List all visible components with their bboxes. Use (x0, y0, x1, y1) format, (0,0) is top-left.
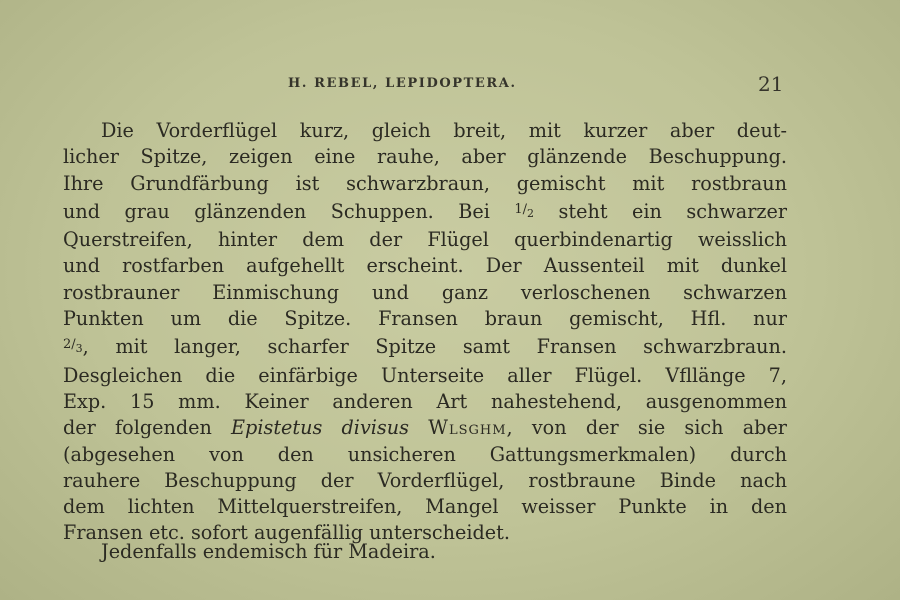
text-line (63, 197, 787, 227)
fraction-numerator: 1 (514, 201, 523, 217)
text-line: und rostfarben aufgehellt erscheint. Der Aussenteil mit dunkel (63, 254, 787, 278)
text-line: (abgesehen von den unsicheren Gattungsmerkmalen) durch (63, 442, 787, 466)
fraction: 2/3 (63, 337, 83, 356)
text-line: Desgleichen die einfärbige Unterseite aller Flügel. Vfllänge 7, (63, 363, 787, 387)
fraction-numerator: 2 (63, 337, 72, 353)
fraction-denominator: 2 (527, 206, 535, 220)
text-line: Die Vorderflügel kurz, gleich breit, mit kurzer aber deut- (101, 119, 787, 142)
running-head (0, 72, 900, 96)
text-line: Fransen etc. sofort augenfällig unterscheidet. (63, 521, 510, 545)
text-line: Punkten um die Spitze. Fransen braun gemischt, Hfl. nur (63, 307, 787, 331)
author-name: Wlsghm (428, 416, 507, 440)
text-line (63, 332, 787, 362)
text-segment: der folgenden (63, 416, 232, 440)
species-name: Epistetus divisus (231, 416, 409, 440)
text-line: rostbrauner Einmischung und ganz verloschenen schwarzen (63, 280, 787, 304)
closing-line: Jedenfalls endemisch für Madeira. (101, 540, 436, 563)
text-segment: , von der sie sich aber (506, 416, 787, 440)
fraction-denominator: 3 (75, 342, 83, 356)
text-line: dem lichten Mittelquerstreifen, Mangel weisser Punkte in den (63, 495, 787, 519)
text-line (63, 415, 787, 441)
species-description-paragraph (63, 118, 787, 547)
fraction: 1/2 (514, 201, 535, 220)
running-head-title: H. REBEL, LEPIDOPTERA. (288, 76, 517, 91)
text-segment: steht ein schwarzer (534, 199, 787, 223)
text-line: Querstreifen, hinter dem der Flügel querbindenartig weisslich (63, 228, 787, 252)
text-line: rauhere Beschuppung der Vorderflügel, rostbraune Binde nach (63, 468, 787, 492)
page-number: 21 (758, 72, 784, 96)
text-line: Ihre Grundfärbung ist schwarzbraun, gemischt mit rostbraun (63, 171, 787, 195)
text-segment: und grau glänzenden Schuppen. Bei (63, 199, 515, 223)
text-line: Exp. 15 mm. Keiner anderen Art nahestehend, ausgenommen (63, 389, 787, 413)
text-segment: , mit langer, scharfer Spitze samt Fransen schwarzbraun. (82, 335, 787, 359)
text-line: licher Spitze, zeigen eine rauhe, aber glänzende Beschuppung. (63, 145, 787, 169)
